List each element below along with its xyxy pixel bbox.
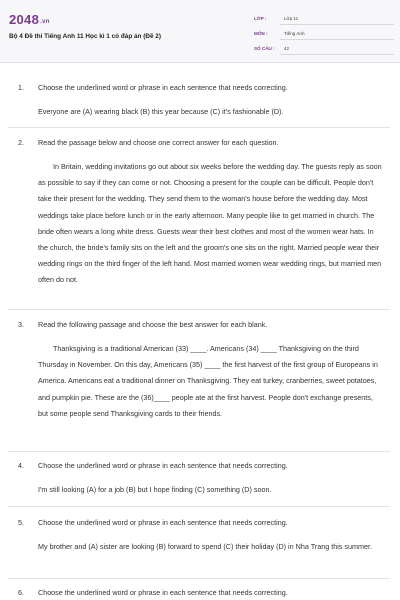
divider	[8, 127, 390, 128]
meta-label: LỚP :	[254, 16, 267, 21]
question-number: 2.	[18, 138, 24, 147]
exam-header	[0, 0, 400, 63]
question-prompt: Choose the underlined word or phrase in each sentence that needs correcting.	[38, 518, 288, 527]
question-number: 4.	[18, 461, 24, 470]
question-number: 5.	[18, 518, 24, 527]
meta-divider	[280, 54, 394, 55]
question-number: 3.	[18, 320, 24, 329]
exam-title: Bộ 4 Đề thi Tiếng Anh 11 Học kì 1 có đáp án (Đề 2)	[9, 33, 161, 40]
logo-text: 2048	[9, 12, 40, 27]
question-body: I'm still looking (A) for a job (B) but I hope finding (C) something (D) soon.	[38, 485, 272, 494]
question-prompt: Choose the underlined word or phrase in each sentence that needs correcting.	[38, 461, 288, 470]
meta-label: MÔN :	[254, 31, 268, 36]
question-body: Everyone are (A) wearing black (B) this year because (C) it's fashionable (D).	[38, 107, 284, 116]
meta-divider	[280, 24, 394, 25]
meta-value: Lớp 11	[284, 16, 299, 21]
site-logo[interactable]	[9, 12, 50, 27]
meta-question-count	[254, 43, 394, 55]
divider	[8, 451, 390, 452]
question-body: My brother and (A) sister are looking (B) forward to spend (C) their holiday (D) in Nha Trang this summer.	[38, 542, 372, 551]
meta-class	[254, 13, 394, 25]
reading-passage: In Britain, wedding invitations go out about six weeks before the wedding day. The guests reply as soon as possible to say if they can come or not. Choosing a present for the couple can be difficult. People don't take their present for the wedding. They send them to the woman's house before the wedding day. Most weddings take place before lunch or in the early afternoon. Many people like to get married in church. The bride often wears a long white dress. Guests wear their best clothes and most of the women wear hats. In the church, the bride's family sits on the left and the groom's one sits on the right. Married people wear their wedding rings on the third finger of the left hand. Most married women wear wedding rings, but married men often do not.	[38, 162, 382, 285]
question-prompt: Choose the underlined word or phrase in each sentence that needs correcting.	[38, 588, 288, 597]
meta-value: 42	[284, 46, 290, 51]
logo-suffix: .vn	[40, 19, 50, 25]
meta-divider	[280, 39, 394, 40]
meta-label: SỐ CÂU :	[254, 46, 275, 51]
question-prompt: Read the passage below and choose one correct answer for each question.	[38, 138, 279, 147]
divider	[8, 578, 390, 579]
meta-subject	[254, 28, 394, 40]
question-number: 1.	[18, 83, 24, 92]
reading-passage: Thanksgiving is a traditional American (33) ____. Americans (34) ____ Thanksgiving on the third Thursday in November. On this day, Americans (35) ____ the first harvest of the first group of Europeans in America. Americans eat a traditional dinner on Thanksgiving. They eat turkey, cranberries, sweet potatoes, and pumpkin pie. These are the (36)____ people ate at the first harvest. People don't exchange presents, but some people send Thanksgiving cards to their friends.	[38, 344, 378, 418]
divider	[8, 309, 390, 310]
question-number: 6.	[18, 588, 24, 597]
question-prompt: Choose the underlined word or phrase in each sentence that needs correcting.	[38, 83, 288, 92]
divider	[8, 506, 390, 507]
question-prompt: Read the following passage and choose the best answer for each blank.	[38, 320, 268, 329]
meta-value: Tiếng Anh	[284, 31, 305, 36]
